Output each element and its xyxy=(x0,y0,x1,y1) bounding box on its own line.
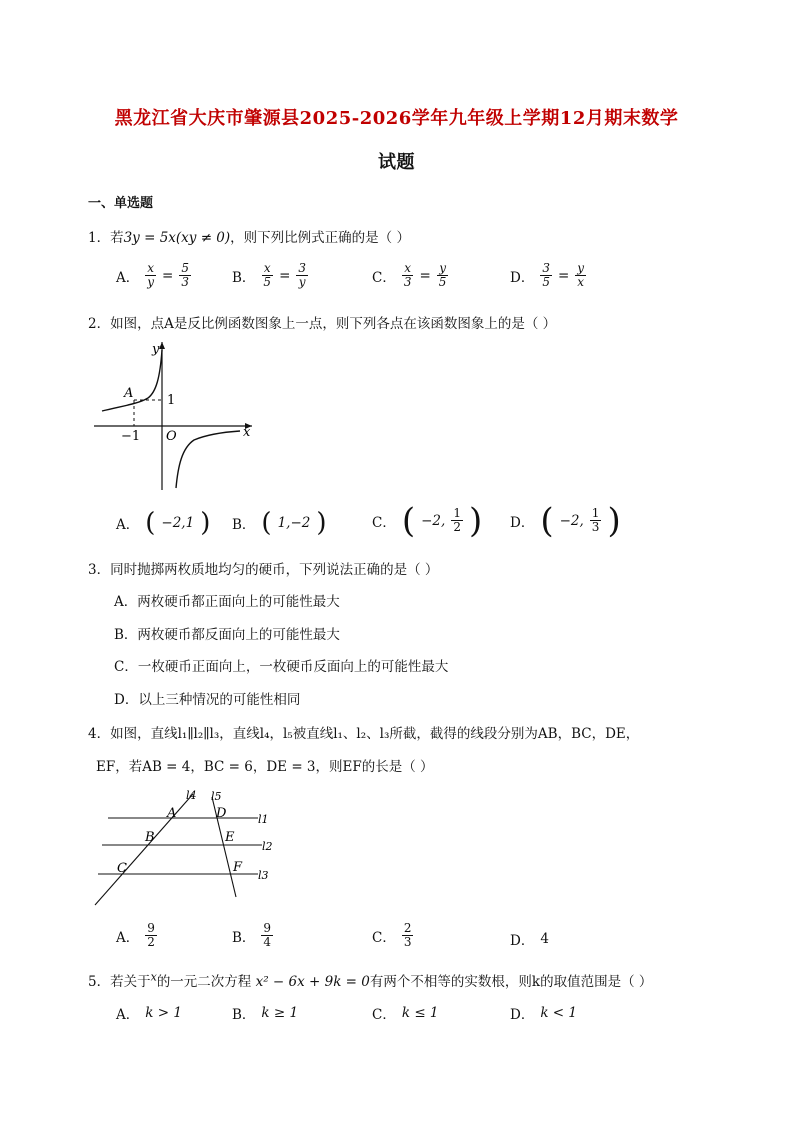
option-value: −2, xyxy=(421,512,446,529)
q5-equation: x² − 6x + 9k = 0 xyxy=(255,974,370,990)
q1-prefix: 1．若 xyxy=(88,230,124,246)
question-5 xyxy=(88,970,652,990)
option-label: D． xyxy=(510,514,535,531)
q3-option-d[interactable]: D．以上三种情况的可能性相同 xyxy=(114,692,301,708)
q5-suffix: 有两个不相等的实数根，则k的取值范围是（ ） xyxy=(369,974,653,990)
q1-option-b[interactable]: B． $\frac{x}{5}$ = $\frac{3}{y}$ xyxy=(232,261,307,289)
question-1 xyxy=(88,226,410,246)
option-label: D． xyxy=(510,933,535,949)
option-label: D． xyxy=(510,269,535,286)
option-label: A． xyxy=(116,517,140,533)
y-axis-arrow xyxy=(159,342,165,349)
q5-option-b[interactable] xyxy=(232,1003,298,1023)
q5-option-d[interactable] xyxy=(510,1003,577,1023)
question-4-line2: EF，若AB = 4，BC = 6，DE = 3，则EF的长是（ ） xyxy=(96,759,434,775)
q3-option-a[interactable]: A．两枚硬币都正面向上的可能性最大 xyxy=(114,594,340,610)
x-label: x xyxy=(243,425,251,440)
question-3: 3．同时抛掷两枚质地均匀的硬币，下列说法正确的是（ ） xyxy=(88,562,439,578)
q4-option-d[interactable] xyxy=(510,929,549,949)
label-l2: l2 xyxy=(262,840,273,853)
fraction: $\frac{x}{5}$ xyxy=(263,261,272,289)
q2-inverse-function-graph xyxy=(90,338,260,493)
label-b: B xyxy=(145,830,155,845)
origin-label: O xyxy=(166,429,177,444)
label-a: A xyxy=(167,806,177,821)
q2-option-a[interactable]: A． ( −2,1 ) xyxy=(116,508,211,538)
fraction: $\frac{1}{2}$ xyxy=(453,506,461,534)
question-2: 2．如图，点A是反比例函数图象上一点，则下列各点在该函数图象上的是（ ） xyxy=(88,316,557,332)
option-label: D． xyxy=(510,1007,535,1023)
option-label: C． xyxy=(372,929,396,946)
fraction: $\frac{9}{4}$ xyxy=(263,921,272,949)
option-label: B． xyxy=(232,929,256,946)
label-l5: l5 xyxy=(211,790,222,803)
question-4-line1: 4．如图，直线l₁∥l₂∥l₃，直线l₄，l₅被直线l₁、l₂、l₃所截，截得的线段分别为AB，BC，DE， xyxy=(88,726,640,742)
q5-option-a[interactable] xyxy=(116,1003,182,1023)
q5-mid: 的一元二次方程 xyxy=(156,974,252,990)
q3-option-c[interactable]: C．一枚硬币正面向上，一枚硬币反面向上的可能性最大 xyxy=(114,659,449,675)
point-a-label: A xyxy=(124,386,134,401)
fraction: $\frac{x}{y}$ xyxy=(147,261,155,289)
q2-option-d[interactable]: D． ( −2, $\frac{1}{3}$ ) xyxy=(510,500,621,541)
q5-option-c[interactable] xyxy=(372,1003,439,1023)
option-label: C． xyxy=(372,514,396,531)
y-label: y xyxy=(152,342,160,357)
q4-option-c[interactable] xyxy=(372,922,413,949)
option-label: B． xyxy=(232,1007,256,1023)
fraction: $\frac{2}{3}$ xyxy=(403,921,412,949)
section-heading: 一、单选题 xyxy=(88,196,154,211)
option-label: C． xyxy=(372,1007,396,1023)
fraction: $\frac{3}{5}$ xyxy=(542,261,550,289)
q3-option-b[interactable]: B．两枚硬币都反面向上的可能性最大 xyxy=(114,627,340,643)
tick-label-neg1: −1 xyxy=(121,429,141,444)
fraction: $\frac{5}{3}$ xyxy=(181,261,189,289)
option-value: k > 1 xyxy=(145,1005,182,1021)
label-l1: l1 xyxy=(258,813,269,826)
fraction: $\frac{y}{5}$ xyxy=(438,261,447,289)
q1-option-a[interactable]: A． $\frac{x}{y}$ = $\frac{5}{3}$ xyxy=(116,261,189,289)
q1-option-d[interactable]: D． $\frac{3}{5}$ = $\frac{y}{x}$ xyxy=(510,261,585,289)
option-label: A． xyxy=(116,929,140,946)
curve-branch-4th-quadrant xyxy=(176,431,240,488)
paper-title-line1: 黑龙江省大庆市肇源县2025-2026学年九年级上学期12月期末数学 xyxy=(114,108,679,129)
line-l4 xyxy=(95,794,193,905)
option-label: B． xyxy=(232,517,256,533)
label-c: C xyxy=(117,861,127,876)
fraction: $\frac{y}{x}$ xyxy=(577,261,585,289)
option-value: k ≤ 1 xyxy=(401,1005,439,1021)
label-f: F xyxy=(233,860,243,875)
fraction: $\frac{x}{3}$ xyxy=(403,261,412,289)
option-value: 4 xyxy=(540,931,549,947)
option-value: 1,−2 xyxy=(277,515,311,531)
q2-option-b[interactable]: B． ( 1,−2 ) xyxy=(232,508,327,538)
option-value: k ≥ 1 xyxy=(261,1005,299,1021)
q5-prefix: 5．若关于 xyxy=(88,974,151,990)
fraction: $\frac{1}{3}$ xyxy=(591,506,600,534)
option-label: B． xyxy=(232,269,256,286)
option-label: C． xyxy=(372,269,396,286)
tick-label-1: 1 xyxy=(167,393,176,408)
paper-title-line2: 试题 xyxy=(378,152,415,173)
q1-equation: 3y = 5x(xy ≠ 0) xyxy=(123,230,231,246)
label-e: E xyxy=(225,830,235,845)
q1-option-c[interactable]: C． $\frac{x}{3}$ = $\frac{y}{5}$ xyxy=(372,261,447,289)
option-label: A． xyxy=(116,269,140,286)
q4-option-a[interactable] xyxy=(116,922,157,949)
fraction: $\frac{3}{y}$ xyxy=(298,261,307,289)
option-value: −2,1 xyxy=(161,515,195,531)
label-l3: l3 xyxy=(258,869,269,882)
label-l4: l4 xyxy=(186,789,197,802)
q1-suffix: ，则下列比例式正确的是（ ） xyxy=(230,230,410,246)
q5-variable: x xyxy=(150,970,157,984)
q2-option-c[interactable]: C． ( −2, $\frac{1}{2}$ ) xyxy=(372,500,483,541)
q4-option-b[interactable] xyxy=(232,922,273,949)
option-label: A． xyxy=(116,1007,140,1023)
option-value: −2, xyxy=(559,512,584,529)
label-d: D xyxy=(216,806,227,821)
option-value: k < 1 xyxy=(540,1005,577,1021)
fraction: $\frac{9}{2}$ xyxy=(147,921,155,949)
q4-parallel-lines-figure xyxy=(90,785,280,910)
curve-branch-2nd-quadrant xyxy=(102,350,162,411)
